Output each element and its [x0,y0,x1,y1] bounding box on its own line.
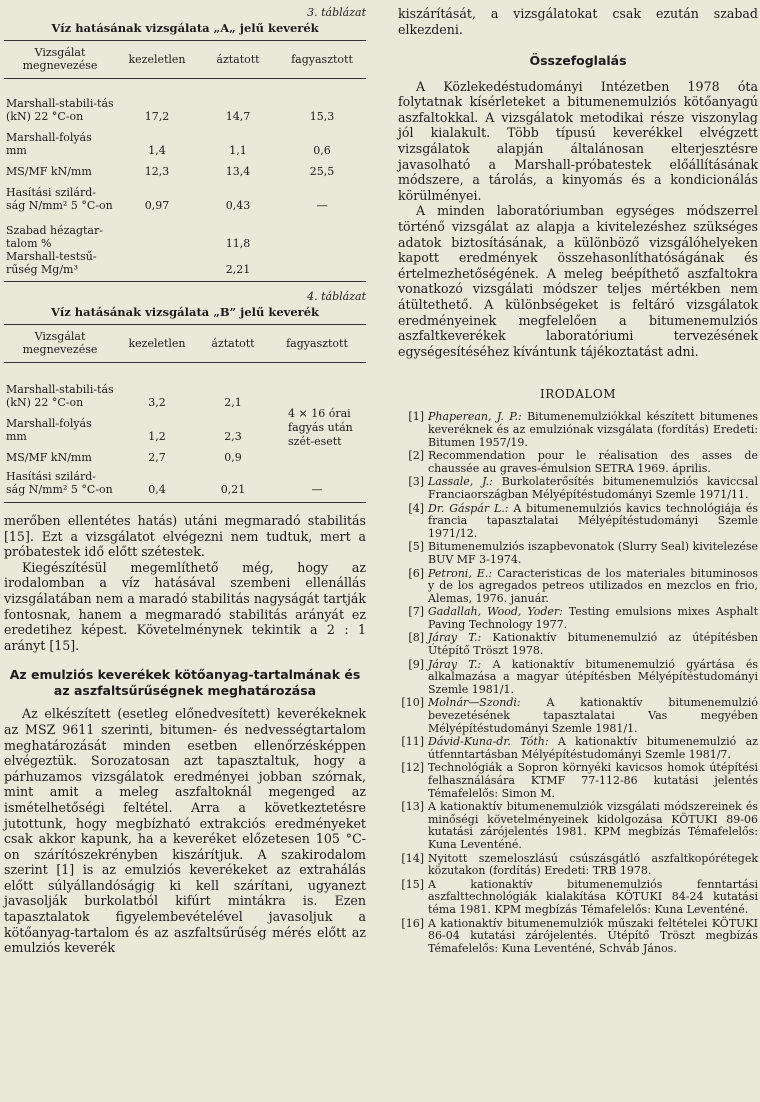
row-label: Hasítási szilárd-ság N/mm² 5 °C-on [6,186,113,212]
reference-text [428,736,758,761]
cell-value: — [268,470,366,503]
reference-body: A bitumenemulziós kavics technológiája és francia tapasztalatai Mélyépítéstudományi Szemle 1971/12. [428,501,758,540]
table3 [4,40,366,282]
row-label: Marshall-stabili-tás (kN) 22 °C-on [6,383,114,409]
reference-number: [10] [401,696,424,710]
table-row [4,224,366,250]
reference-item [398,918,758,956]
table3-header-soaked: áztatott [198,41,278,79]
table-row [4,165,366,178]
table4-number: 4. táblázat [307,290,366,303]
reference-body: Caracteristicas de los materiales bituminosos y de los agregados petreos utilizados en mezclos en frio, Alemas, 1976. január. [428,566,758,605]
reference-number: [4] [408,501,424,515]
section-heading-summary: Összefoglalás [529,53,627,69]
table4-header-row [4,325,366,363]
reference-number: [9] [408,657,424,671]
cell-value: 0,43 [225,199,251,212]
references-heading: IRODALOM [540,387,616,402]
reference-item [398,853,758,878]
table4 [4,324,366,503]
reference-text [428,476,758,501]
reference-author: Dávid-Kuna-dr. Tóth: [428,735,549,749]
reference-item [398,450,758,475]
row-label: Marshall-folyás mm [6,131,92,157]
table4-caption: Víz hatásának vizsgálata „B” jelű keverék [50,305,320,319]
row-label: MS/MF kN/mm [6,165,92,178]
cell-value [116,250,198,282]
table4-header-name: Vizsgálat megnevezése [4,325,116,363]
reference-body: Bitumenemulziókkal készített bitumenes keveréknek és az emulziónak vizsgálata (fordítás) Eredeti: Bitumen 1957/19. [428,410,758,449]
reference-item [398,879,758,917]
reference-author: Phaperean, J. P.: [428,410,522,424]
reference-text [428,762,758,800]
reference-text [428,606,758,631]
table-row [4,383,366,409]
reference-body: A kationaktív bitumenemulzió gyártása és alkalmazása a magyar útépítésben Mélyépítéstudományi Szemle 1981/1. [428,657,759,696]
cell-value: 1,2 [148,430,166,443]
cell-value: 0,97 [144,199,170,212]
table-row [4,97,366,123]
reference-item [398,632,758,657]
right-column [398,6,758,956]
reference-author: Petroni, E.: [428,566,493,580]
reference-body: Burkolaterősítés bitumenemulziós kaviccsal Franciaországban Mélyépítéstudományi Szemle 1971/11. [428,475,758,501]
reference-author: Járay T.: [428,631,482,645]
reference-author: Dr. Gáspár L.: [428,501,509,515]
reference-item [398,476,758,501]
table-row [4,470,366,503]
cell-value: 12,3 [144,165,170,178]
table3-caption: Víz hatásának vizsgálata „A„ jelű keverék [51,21,319,35]
reference-body: Nyitott szemeloszlású csúszásgátló aszfaltkopórétegek közutakon (fordítás) Eredeti: TRB 1978. [428,851,758,878]
cell-value: — [316,199,328,212]
reference-body: A kationaktív bitumenemulzió bevezetésének tapasztalatai Vas megyében Mélyépítéstudományi Szemle 1981/1. [428,696,758,735]
reference-item [398,411,758,449]
reference-text [428,697,758,735]
reference-text [428,541,758,566]
cell-value: 17,2 [144,110,170,123]
reference-text [428,879,758,917]
reference-text [428,503,758,541]
reference-number: [6] [408,566,424,580]
row-label: Marshall-testsű-rűség Mg/m³ [4,250,116,282]
reference-item [398,541,758,566]
reference-item [398,801,758,851]
reference-number: [7] [408,605,424,619]
frozen-note: 4 × 16 órai fagyás után szét-esett [288,407,353,448]
body-paragraph: Az elkészített (esetleg előnedvesített) keverékeknek az MSZ 9611 szerinti, bitumen- és nedvességtartalom meghatározását minden esetben ellenőrzésképpen elvégeztük. Sorozatosan azt tapasztaltuk, hogy a párhuzamos vizsgálatok eredményei jobban szórnak, mint amit a meleg aszfaltoknál megenged az ismételhetőségi feltétel. Arra a következtetésre jutottunk, hogy megbízható extrakciós eredményeket csak akkor kapunk, ha a keveréket előzetesen 105 °C-on szárítószekrényben kiszárítjuk. A szakirodalom szerint [1] is az emulziós keverékeket az extrahálás előtt súlyállandóságig ki kell szárítani, ugyanezt javasolják burkolatból kifúrt mintákra is. Ezen tapasztalatok figyelembevételével javasoljuk a kötőanyag-tartalom és az aszfaltsűrűség mérés előtt az emulziós keverék [4,706,366,956]
reference-item [398,568,758,606]
cell-value: 2,3 [224,430,242,443]
reference-item [398,736,758,761]
reference-text [428,801,758,851]
reference-text [428,632,758,657]
reference-body: A kationaktív bitumenemulzió az útfenntartásban Mélyépítéstudományi Szemle 1981/7. [428,735,758,761]
table4-header-frozen: fagyasztott [268,325,366,363]
reference-body: Technológiák a Sopron környéki kavicsos homok útépítési felhasználására KTMF 77-112-86 kutatási jelentés Témafelelős: Simon M. [428,761,758,800]
reference-body: A kationaktív bitumenemulziós fenntartási aszfalttechnológiák kialakítása KÖTUKI 84-24 kutatási téma 1981. KPM megbízás Témafelelős: Kuna Leventéné. [428,877,758,916]
reference-body: Kationaktív bitumenemulzió az útépítésben Útépítő Tröszt 1978. [428,631,758,658]
reference-text [428,568,758,606]
reference-item [398,659,758,697]
table-row [4,186,366,212]
row-label: Hasítási szilárd-ság N/mm² 5 °C-on [4,470,116,503]
cell-value: 14,7 [225,110,251,123]
table3-header-row [4,41,366,79]
reference-number: [12] [401,761,424,775]
reference-number: [2] [408,449,424,463]
row-label: Szabad hézagtar-talom % [6,224,103,250]
row-label: Marshall-stabili-tás (kN) 22 °C-on [6,97,114,123]
body-paragraph: kiszárítását, a vizsgálatokat csak ezután szabad elkezdeni. [398,6,758,37]
reference-text [428,411,758,449]
reference-body: A kationaktív bitumenemulziók vizsgálati módszereinek és minőségi követelményeinek kidolgozása KÖTUKI 89-06 kutatási zárójelentés 1981. KPM megbízás Témafelelős: Kuna Leventéné. [428,800,758,851]
row-label: MS/MF kN/mm [6,451,92,464]
reference-author: Molnár—Szondi: [428,696,521,710]
reference-item [398,606,758,631]
cell-value: 0,9 [224,451,242,464]
left-column [4,6,366,956]
body-paragraph: merőben ellentétes hatás) utáni megmaradó stabilitás [15]. Ezt a vizsgálatot elvégezni nem tudtuk, mert a próbatestek idő előtt szétestek. [4,513,366,560]
reference-author: Járay T.: [428,657,482,671]
table-row [4,250,366,282]
reference-number: [8] [408,631,424,645]
reference-body: Recommendation pour le réalisation des asses de chaussée au graves-émulsion SETRA 1969. április. [428,449,758,475]
reference-body: A kationaktív bitumenemulziók műszaki feltételei KÖTUKI 86-04 kutatási zárójelentés. Útépítő Tröszt megbízás Témafelelős: Kuna Leventéné, Schváb János. [428,916,758,955]
table3-header-name: Vizsgálat megnevezése [4,41,116,79]
reference-number: [11] [401,735,424,749]
reference-item [398,503,758,541]
reference-number: [5] [408,540,424,554]
reference-number: [1] [408,410,424,424]
table3-number: 3. táblázat [307,6,366,19]
reference-number: [15] [401,877,424,891]
cell-value: 1,1 [229,144,247,157]
cell-value: 3,2 [148,396,166,409]
cell-value: 2,21 [198,250,278,282]
cell-value [116,224,198,250]
cell-value: 2,7 [148,451,166,464]
reference-body: Testing emulsions mixes Asphalt Paving Technology 1977. [428,605,758,631]
cell-value: 15,3 [309,110,335,123]
table-row [4,131,366,157]
reference-text [428,450,758,475]
table3-header-untreated: kezeletlen [116,41,198,79]
section-heading: Az emulziós keverékek kötőanyag-tartalmának és az aszfaltsűrűségnek meghatározása [9,667,361,698]
body-paragraph: A minden laboratóriumban egységes módszerrel történő vizsgálat az alapja a kivitelezéshez szükséges adatok biztosításának, a különböző vizsgálóhelyeken kapott eredmények összehasonlíthatóságának és értelmezhetőségének. A meleg beépíthető aszfaltokra vonatkozó vizsgálati módszer teljes mértékben nem átültethető. A különbségeket is feltáró vizsgálatok eredményeinek megfelelően a bitumenemulziós aszfaltkeverékek laboratóriumi tervezésének egységesítéséhez kívántunk tájékoztatást adni. [398,203,758,359]
reference-author: Gadallah, Wood, Yoder: [428,605,563,619]
cell-value: 1,4 [148,144,166,157]
reference-text [428,659,758,697]
cell-value: 2,1 [224,396,242,409]
reference-number: [16] [401,916,424,930]
cell-value [278,250,366,282]
reference-item [398,762,758,800]
body-paragraph: A Közlekedéstudományi Intézetben 1978 óta folytatnak kísérleteket a bitumenemulziós kötőanyagú aszfaltokkal. A vizsgálatok metodikai része viszonylag jól kialakult. Több típusú keverékkel elvégzett vizsgálatok alapján általánosan elterjesztésre javasolható a Marshall-próbatestek előállításának módszere, a tárolás, a kinyomás és a kondicionálás körülményei. [398,78,758,203]
reference-number: [14] [401,851,424,865]
reference-body: Bitumenemulziós iszapbevonatok (Slurry Seal) kivitelezése BUV MF 3-1974. [428,540,758,566]
reference-number: [13] [401,800,424,814]
references-list [398,411,758,955]
cell-value: 0,4 [116,470,198,503]
reference-text [428,853,758,878]
reference-author: Lassale, J.: [428,475,493,489]
cell-value: 25,5 [309,165,335,178]
reference-number: [3] [408,475,424,489]
row-label: Marshall-folyás mm [6,417,92,443]
table4-header-soaked: áztatott [198,325,268,363]
cell-value: 0,21 [198,470,268,503]
cell-value: 11,8 [225,237,251,250]
cell-value: 0,6 [313,144,331,157]
cell-value [278,224,366,250]
reference-text [428,918,758,956]
cell-value: 13,4 [225,165,251,178]
table3-header-frozen: fagyasztott [278,41,366,79]
reference-item [398,697,758,735]
body-paragraph: Kiegészítésül megemlíthető még, hogy az irodalomban a víz hatásával szembeni ellenállás vizsgálatában nem a maradó stabilitás nagyságát tartják fontosnak, hanem a megmaradó stabilitás arányát ez eredetihez képest. Követelménynek tekintik a 2 : 1 arányt [15]. [4,559,366,653]
table4-header-untreated: kezeletlen [116,325,198,363]
